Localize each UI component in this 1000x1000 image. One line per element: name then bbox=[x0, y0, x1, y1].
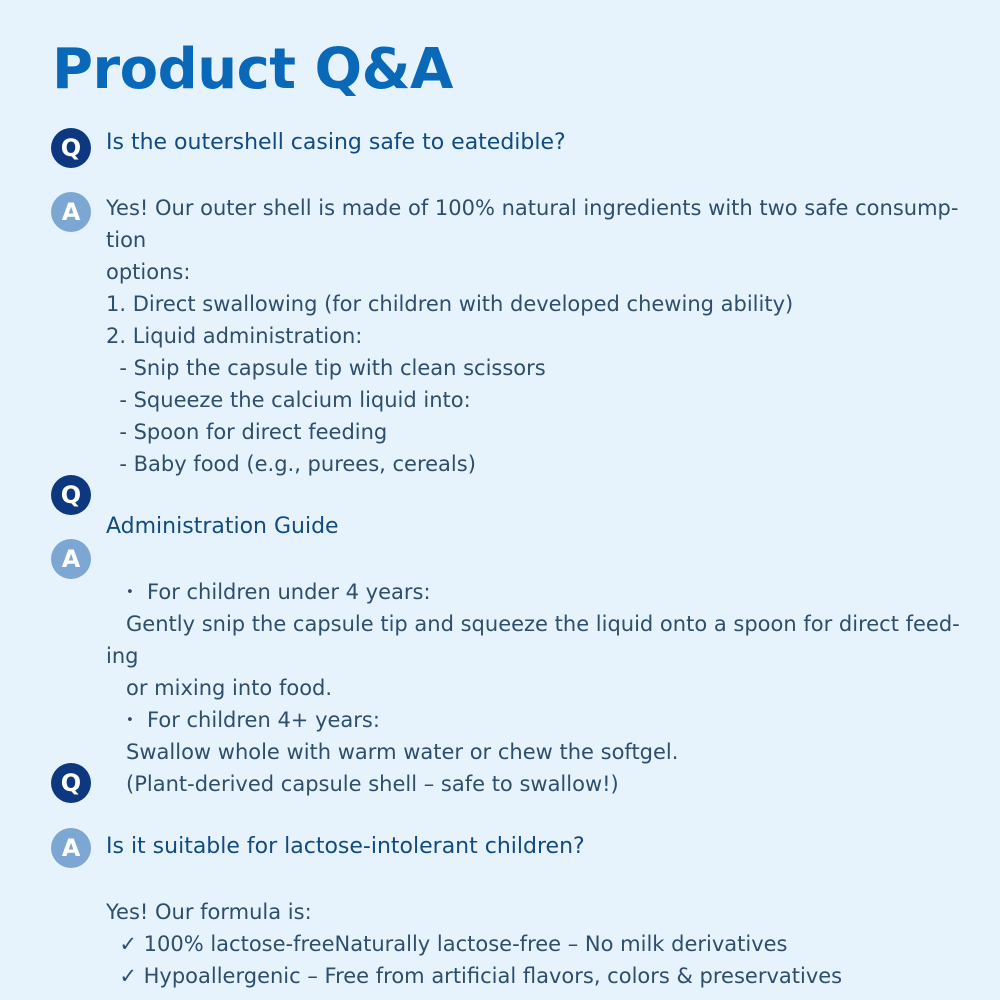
question-badge-2: Q bbox=[51, 475, 91, 515]
answer-2-line-2: Gently snip the capsule tip and squeeze the liquid onto a spoon for direct feed- bbox=[106, 612, 960, 636]
page-title: Product Q&A bbox=[52, 37, 453, 102]
question-1: Is the outershell casing safe to eatedible? bbox=[106, 130, 566, 155]
answer-1-line-3: options: bbox=[106, 260, 191, 284]
answer-2-line-7: (Plant-derived capsule shell – safe to swallow!) bbox=[106, 772, 619, 796]
answer-1-line-6: - Snip the capsule tip with clean scissors bbox=[106, 356, 546, 380]
answer-badge-1: A bbox=[51, 192, 91, 232]
answer-1-line-7: - Squeeze the calcium liquid into: bbox=[106, 388, 471, 412]
answer-1-line-9: - Baby food (e.g., purees, cereals) bbox=[106, 452, 476, 476]
answer-1-line-5: 2. Liquid administration: bbox=[106, 324, 363, 348]
answer-1-line-8: - Spoon for direct feeding bbox=[106, 420, 388, 444]
answer-3-line-2: ✓ 100% lactose-freeNaturally lactose-free – No milk derivatives bbox=[106, 932, 788, 956]
answer-1-line-4: 1. Direct swallowing (for children with developed chewing ability) bbox=[106, 292, 794, 316]
answer-2-line-4: or mixing into food. bbox=[106, 676, 333, 700]
answer-1-line-1: Yes! Our outer shell is made of 100% natural ingredients with two safe consump- bbox=[106, 196, 959, 220]
question-badge-1: Q bbox=[51, 128, 91, 168]
answer-3-line-1: Yes! Our formula is: bbox=[106, 900, 312, 924]
answer-1-line-2: tion bbox=[106, 228, 147, 252]
question-3: Is it suitable for lactose-intolerant children? bbox=[106, 834, 585, 859]
answer-2-line-6: Swallow whole with warm water or chew the softgel. bbox=[106, 740, 679, 764]
answer-2-line-5: ・ For children 4+ years: bbox=[106, 708, 380, 732]
answer-2-line-1: ・ For children under 4 years: bbox=[106, 580, 431, 604]
answer-badge-2: A bbox=[51, 539, 91, 579]
answer-badge-3: A bbox=[51, 828, 91, 868]
question-2: Administration Guide bbox=[106, 514, 339, 539]
answer-3-line-3: ✓ Hypoallergenic – Free from artificial flavors, colors & preservatives bbox=[106, 964, 843, 988]
answer-2-line-3: ing bbox=[106, 644, 139, 668]
question-badge-3: Q bbox=[51, 763, 91, 803]
